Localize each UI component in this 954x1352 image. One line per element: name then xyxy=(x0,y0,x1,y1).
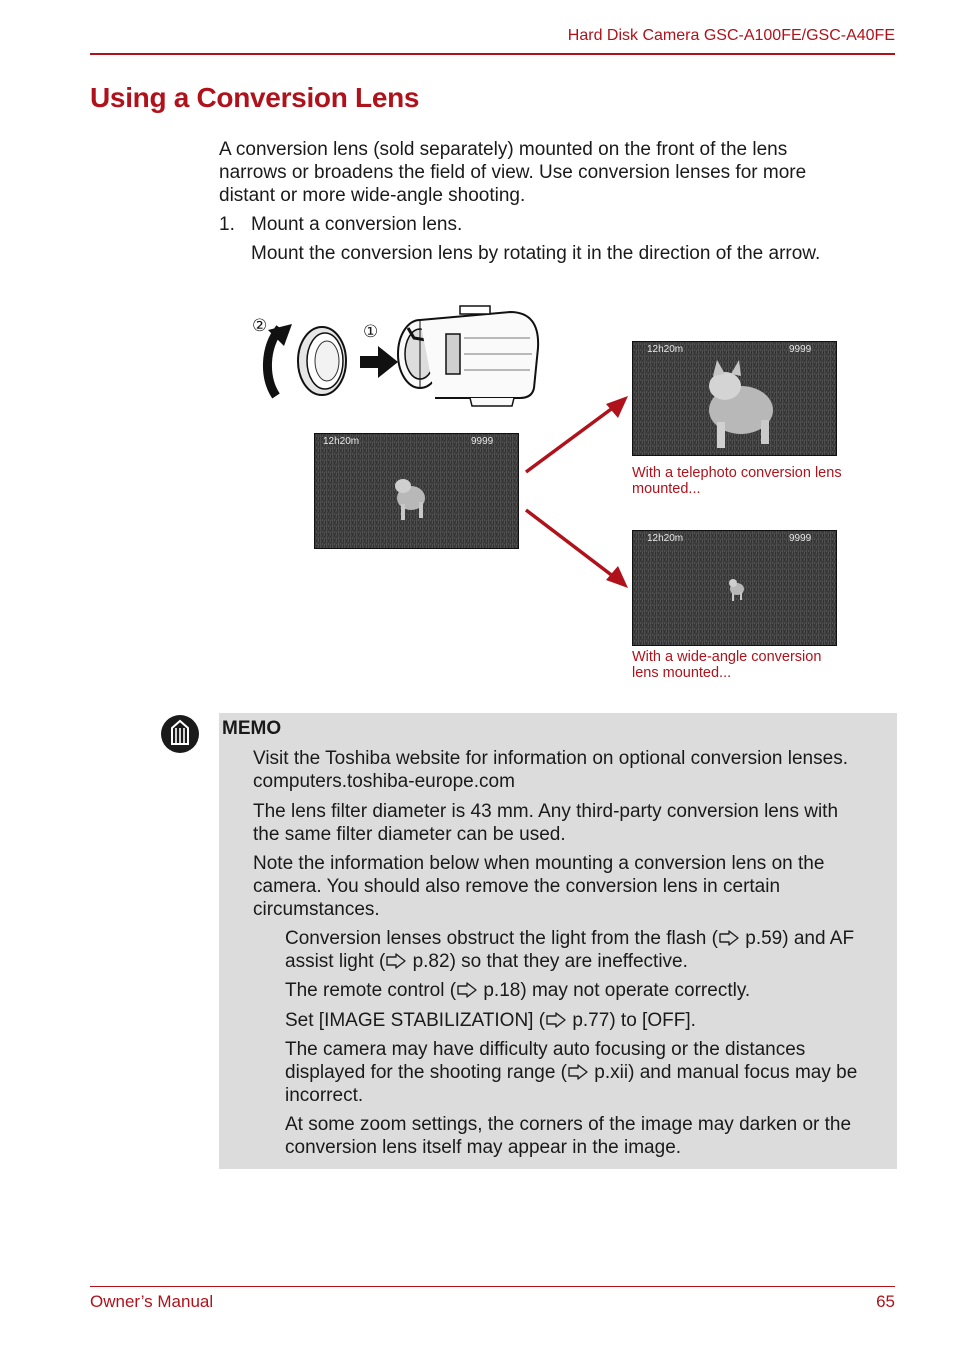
reference-arrow-icon xyxy=(457,982,477,998)
bullet-text: p.82) so that they are ineffective. xyxy=(407,951,688,972)
reference-arrow-icon xyxy=(719,930,739,946)
reference-arrow-icon xyxy=(568,1064,588,1080)
caption-line: With a wide-angle conversion xyxy=(632,649,822,665)
running-header: Hard Disk Camera GSC-A100FE/GSC-A40FE xyxy=(567,27,895,44)
memo-line: Visit the Toshiba website for information on optional conversion lenses. xyxy=(253,748,848,769)
memo-line: camera. You should also remove the conversion lens in certain xyxy=(253,876,781,897)
wide-angle-caption xyxy=(632,649,821,681)
bullet-text: p.59) and AF xyxy=(739,928,855,949)
result-arrows xyxy=(520,390,630,590)
memo-bullet xyxy=(285,927,854,973)
intro-line: distant or more wide-angle shooting. xyxy=(219,185,526,206)
header-rule xyxy=(90,53,895,55)
bullet-text: The camera may have difficulty auto focusing or the distances xyxy=(285,1039,806,1060)
marker-1: ① xyxy=(363,322,379,341)
bullet-text: assist light ( xyxy=(285,951,386,972)
bullet-text: p.xii) and manual focus may be xyxy=(589,1062,858,1083)
memo-bullet xyxy=(285,979,750,1002)
bullet-text: The remote control ( xyxy=(285,980,457,1001)
telephoto-caption xyxy=(632,465,842,497)
caption-line: lens mounted... xyxy=(632,665,732,681)
step-number: 1. xyxy=(219,214,235,235)
reference-arrow-icon xyxy=(546,1012,566,1028)
marker-2: ② xyxy=(252,316,268,335)
footer-rule xyxy=(90,1286,895,1287)
osd-count: 9999 xyxy=(789,533,812,544)
wide-angle-screen xyxy=(632,530,837,646)
osd-time: 12h20m xyxy=(647,344,684,355)
step-detail: Mount the conversion lens by rotating it in the direction of the arrow. xyxy=(251,243,821,264)
reference-arrow-icon xyxy=(386,953,406,969)
memo-line: Note the information below when mounting a conversion lens on the xyxy=(253,853,825,874)
bullet-text: Set [IMAGE STABILIZATION] ( xyxy=(285,1010,546,1031)
intro-paragraph xyxy=(219,138,806,207)
standard-view-screen xyxy=(314,433,519,549)
caption-line: mounted... xyxy=(632,481,701,497)
memo-link: computers.toshiba-europe.com xyxy=(253,771,515,792)
page-number: 65 xyxy=(876,1292,895,1311)
footer-manual-title: Owner’s Manual xyxy=(90,1292,214,1311)
memo-line: circumstances. xyxy=(253,899,380,920)
osd-time: 12h20m xyxy=(647,533,684,544)
bullet-text: p.18) may not operate correctly. xyxy=(478,980,751,1001)
bullet-text: Conversion lenses obstruct the light from the flash ( xyxy=(285,928,718,949)
memo-paragraph xyxy=(253,800,838,846)
osd-count: 9999 xyxy=(789,344,812,355)
memo-line: The lens filter diameter is 43 mm. Any third-party conversion lens with xyxy=(253,801,839,822)
memo-bullet xyxy=(285,1038,857,1107)
memo-bullet xyxy=(285,1009,696,1032)
step-text: Mount a conversion lens. xyxy=(251,214,463,235)
telephoto-screen xyxy=(632,341,837,456)
memo-line: the same filter diameter can be used. xyxy=(253,824,566,845)
memo-paragraph xyxy=(253,747,848,793)
memo-label: MEMO xyxy=(222,718,282,739)
camera-illustration xyxy=(250,298,545,408)
osd-count: 9999 xyxy=(471,436,494,447)
bullet-text: displayed for the shooting range ( xyxy=(285,1062,568,1083)
memo-paragraph xyxy=(253,852,824,921)
osd-time: 12h20m xyxy=(323,436,360,447)
bullet-text: p.77) to [OFF]. xyxy=(567,1010,696,1031)
intro-line: A conversion lens (sold separately) mounted on the front of the lens xyxy=(219,139,788,160)
bullet-text: At some zoom settings, the corners of the image may darken or the xyxy=(285,1114,852,1135)
caption-line: With a telephoto conversion lens xyxy=(632,465,842,481)
bullet-text: incorrect. xyxy=(285,1085,364,1106)
memo-pencil-icon xyxy=(160,714,200,759)
bullet-text: conversion lens itself may appear in the image. xyxy=(285,1137,682,1158)
intro-line: narrows or broadens the field of view. Use conversion lenses for more xyxy=(219,162,807,183)
page-title: Using a Conversion Lens xyxy=(90,82,420,113)
memo-bullet xyxy=(285,1113,851,1159)
